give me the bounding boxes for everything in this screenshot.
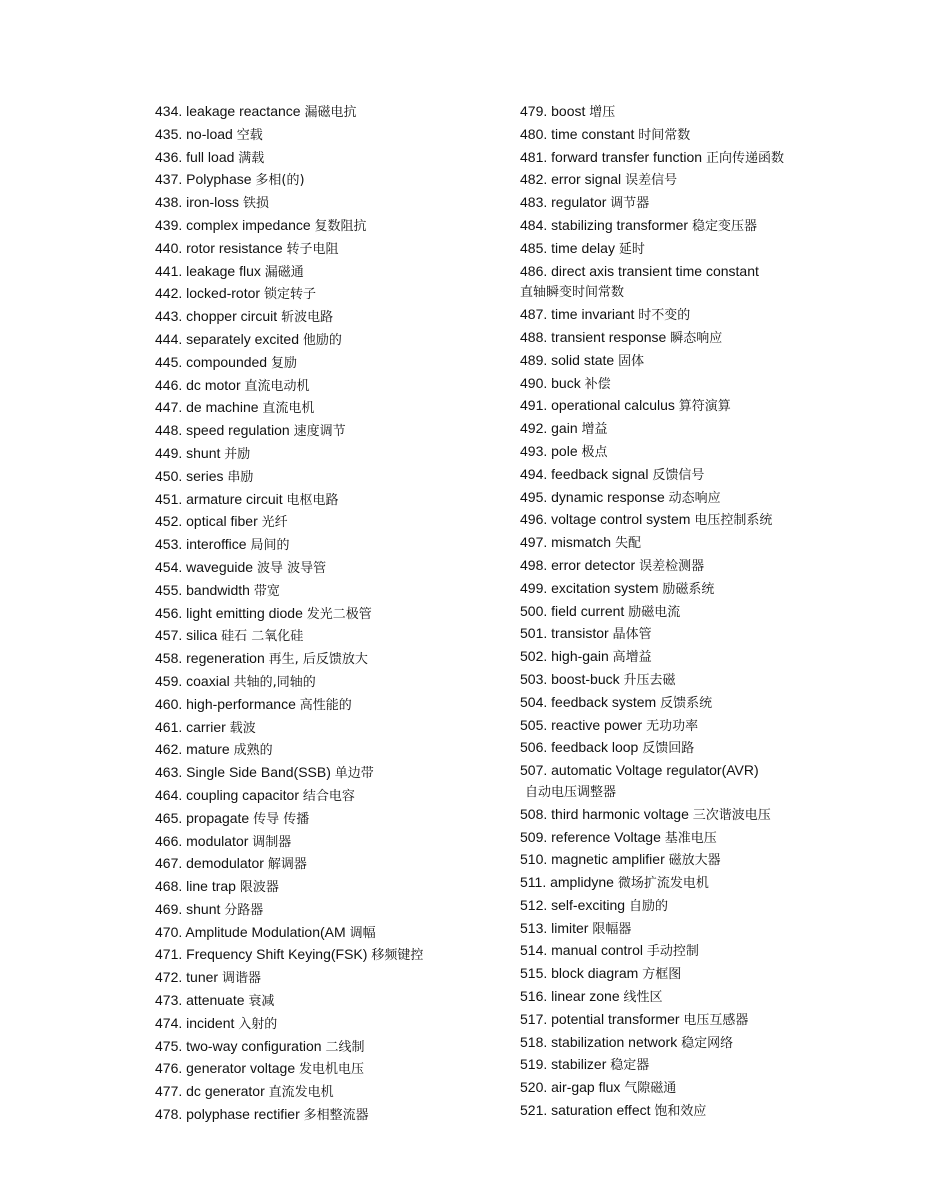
term-chinese: 共轴的,同轴的	[233, 674, 316, 690]
term-chinese: 漏磁电抗	[304, 105, 357, 120]
term-chinese: 复励	[270, 355, 297, 371]
term-english: 445. compounded	[155, 353, 268, 370]
glossary-entry	[155, 967, 505, 990]
term-chinese: 调幅	[349, 925, 376, 941]
glossary-right-column	[520, 101, 850, 1123]
glossary-entry	[155, 876, 505, 899]
glossary-entry	[520, 487, 850, 510]
term-english: 460. high-performance	[155, 695, 296, 712]
term-chinese: 稳定网络	[681, 1035, 734, 1051]
term-english: 483. regulator	[520, 194, 607, 211]
glossary-entry	[520, 986, 850, 1009]
term-chinese: 满载	[238, 150, 265, 166]
term-english: 487. time invariant	[520, 306, 635, 323]
term-english: 476. generator voltage	[155, 1060, 296, 1077]
term-english: 505. reactive power	[520, 716, 643, 733]
glossary-entry	[155, 147, 505, 170]
glossary-entry	[520, 895, 850, 918]
term-english: 510. magnetic amplifier	[520, 851, 665, 868]
term-chinese: 时不变的	[638, 308, 691, 324]
term-english: 495. dynamic response	[520, 488, 665, 505]
term-chinese: 调节器	[610, 196, 650, 212]
term-chinese: 反馈系统	[660, 695, 713, 711]
term-english: 439. complex impedance	[155, 216, 311, 233]
glossary-entry	[520, 555, 850, 578]
term-chinese: 磁放大器	[668, 853, 721, 869]
term-english: 443. chopper circuit	[155, 308, 278, 325]
glossary-entry	[520, 804, 850, 827]
glossary-entry	[520, 261, 850, 305]
term-chinese-continuation: 自动电压调整器	[525, 784, 617, 800]
term-chinese: 直流电机	[262, 401, 315, 417]
term-chinese: 硅石 二氧化硅	[221, 629, 304, 645]
term-english: 444. separately excited	[155, 330, 299, 347]
term-chinese: 漏磁通	[264, 264, 304, 280]
term-chinese: 补偿	[584, 376, 611, 392]
term-chinese: 无功功率	[646, 718, 699, 734]
term-chinese: 入射的	[238, 1016, 278, 1032]
glossary-entry	[155, 1104, 505, 1127]
term-english: 449. shunt	[155, 444, 221, 461]
glossary-entry	[155, 352, 505, 375]
term-chinese: 再生, 后反馈放大	[268, 652, 368, 668]
term-chinese: 带宽	[253, 583, 280, 599]
term-chinese: 手动控制	[646, 944, 699, 960]
term-english: 496. voltage control system	[520, 511, 691, 528]
glossary-entry	[520, 350, 850, 373]
glossary-entry	[155, 489, 505, 512]
term-english: 457. silica	[155, 627, 218, 644]
term-english: 488. transient response	[520, 328, 667, 345]
term-english: 465. propagate	[155, 809, 250, 826]
term-english: 494. feedback signal	[520, 465, 649, 482]
term-english: 506. feedback loop	[520, 739, 639, 756]
term-chinese: 空载	[236, 127, 263, 143]
term-english: 478. polyphase rectifier	[155, 1106, 300, 1123]
glossary-entry	[520, 918, 850, 941]
term-chinese: 多相整流器	[303, 1108, 369, 1124]
term-english: 464. coupling capacitor	[155, 786, 299, 803]
glossary-entry	[520, 760, 850, 804]
glossary-entry	[155, 603, 505, 626]
term-chinese: 增压	[589, 105, 616, 120]
term-english: 475. two-way configuration	[155, 1037, 322, 1054]
glossary-entry	[520, 646, 850, 669]
glossary-entry	[155, 397, 505, 420]
term-chinese: 成熟的	[233, 743, 273, 759]
term-chinese: 调制器	[252, 834, 292, 850]
term-english: 513. limiter	[520, 919, 589, 936]
term-chinese: 载波	[229, 720, 256, 736]
term-chinese: 铁损	[242, 196, 269, 212]
glossary-entry	[155, 831, 505, 854]
term-english: 501. transistor	[520, 625, 609, 642]
term-english: 441. leakage flux	[155, 262, 261, 279]
glossary-entry	[520, 715, 850, 738]
term-chinese: 直流发电机	[268, 1085, 334, 1101]
term-english: 450. series	[155, 467, 224, 484]
term-chinese: 时间常数	[638, 127, 691, 143]
glossary-entry	[520, 441, 850, 464]
term-english: 446. dc motor	[155, 376, 241, 393]
term-english: 448. speed regulation	[155, 422, 290, 439]
term-chinese: 高增益	[612, 650, 652, 666]
glossary-entry	[155, 329, 505, 352]
glossary-entry	[155, 169, 505, 192]
glossary-entry	[155, 192, 505, 215]
term-english: 482. error signal	[520, 171, 622, 188]
term-chinese: 锁定转子	[263, 287, 316, 303]
term-chinese: 限波器	[239, 880, 279, 896]
term-chinese: 极点	[581, 444, 608, 460]
term-english: 471. Frequency Shift Keying(FSK)	[155, 946, 368, 963]
term-english: 479. boost	[520, 103, 586, 119]
term-chinese: 串励	[227, 469, 254, 485]
term-english: 469. shunt	[155, 900, 221, 917]
term-english: 436. full load	[155, 148, 235, 165]
term-chinese: 结合电容	[302, 788, 355, 804]
glossary-entry	[155, 762, 505, 785]
glossary-entry	[520, 373, 850, 396]
term-english: 447. de machine	[155, 399, 259, 416]
glossary-entry	[520, 692, 850, 715]
glossary-entry	[155, 671, 505, 694]
glossary-entry	[155, 283, 505, 306]
term-english: 511. amplidyne	[520, 874, 614, 891]
glossary-entry	[155, 443, 505, 466]
term-english: 502. high-gain	[520, 648, 609, 665]
term-english: 437. Polyphase	[155, 171, 252, 188]
term-english: 492. gain	[520, 420, 578, 437]
term-chinese: 电枢电路	[286, 492, 339, 508]
glossary-entry	[155, 1013, 505, 1036]
term-english: 518. stabilization network	[520, 1033, 678, 1050]
glossary-entry	[155, 420, 505, 443]
term-chinese: 移频键控	[371, 948, 424, 964]
glossary-entry	[520, 623, 850, 646]
term-english: 504. feedback system	[520, 693, 657, 710]
glossary-entry	[155, 101, 505, 124]
glossary-entry	[520, 669, 850, 692]
term-english: 516. linear zone	[520, 988, 620, 1005]
term-chinese: 局间的	[250, 538, 290, 554]
term-chinese: 单边带	[334, 766, 374, 782]
term-english: 454. waveguide	[155, 558, 254, 575]
term-english: 434. leakage reactance	[155, 103, 301, 119]
glossary-entry	[520, 395, 850, 418]
term-chinese: 衰减	[248, 994, 275, 1010]
term-english: 452. optical fiber	[155, 513, 258, 530]
term-english: 500. field current	[520, 602, 625, 619]
glossary-entry	[520, 872, 850, 895]
glossary-entry	[155, 466, 505, 489]
glossary-entry	[520, 940, 850, 963]
term-chinese: 稳定器	[610, 1058, 650, 1074]
glossary-entry	[520, 509, 850, 532]
glossary-entry	[520, 304, 850, 327]
glossary-entry	[520, 849, 850, 872]
term-chinese: 误差检测器	[639, 558, 705, 574]
term-english: 459. coaxial	[155, 672, 230, 689]
term-english: 481. forward transfer function	[520, 148, 703, 165]
term-chinese: 高性能的	[299, 697, 352, 713]
glossary-entry	[520, 101, 850, 124]
term-english: 463. Single Side Band(SSB)	[155, 764, 331, 781]
glossary-entry	[520, 169, 850, 192]
term-chinese: 励磁电流	[628, 604, 681, 620]
term-chinese: 反馈回路	[642, 741, 695, 757]
term-chinese: 多相(的)	[255, 173, 305, 189]
term-chinese: 二线制	[325, 1039, 365, 1055]
term-chinese: 他励的	[302, 332, 342, 348]
term-english: 451. armature circuit	[155, 490, 283, 507]
term-chinese: 反馈信号	[652, 467, 705, 483]
term-english: 453. interoffice	[155, 536, 247, 553]
term-chinese: 电压控制系统	[694, 513, 773, 529]
glossary-entry	[155, 306, 505, 329]
term-chinese: 失配	[614, 536, 641, 552]
term-english: 462. mature	[155, 741, 230, 758]
term-chinese: 增益	[581, 422, 608, 438]
term-english: 503. boost-buck	[520, 670, 620, 687]
glossary-entry	[520, 238, 850, 261]
term-chinese: 晶体管	[612, 627, 652, 643]
glossary-entry	[155, 625, 505, 648]
term-english: 490. buck	[520, 374, 581, 391]
term-chinese-continuation: 直轴瞬变时间常数	[520, 285, 625, 301]
term-english: 480. time constant	[520, 125, 635, 142]
term-chinese: 瞬态响应	[670, 330, 723, 346]
term-english: 473. attenuate	[155, 992, 245, 1009]
term-chinese: 电压互感器	[683, 1012, 749, 1028]
term-chinese: 升压去磁	[623, 672, 676, 688]
term-chinese: 直流电动机	[244, 378, 310, 394]
term-english: 477. dc generator	[155, 1083, 265, 1100]
glossary-entry	[520, 192, 850, 215]
term-english: 519. stabilizer	[520, 1056, 607, 1073]
glossary-entry	[520, 1009, 850, 1032]
term-english: 517. potential transformer	[520, 1010, 680, 1027]
glossary-entry	[155, 739, 505, 762]
term-chinese: 线性区	[623, 990, 663, 1006]
term-chinese: 分路器	[224, 902, 264, 918]
glossary-entry	[155, 261, 505, 284]
glossary-left-column	[155, 101, 505, 1127]
glossary-entry	[520, 327, 850, 350]
glossary-entry	[155, 511, 505, 534]
term-chinese: 三次谐波电压	[692, 807, 771, 823]
term-english: 468. line trap	[155, 878, 236, 895]
glossary-entry	[155, 785, 505, 808]
term-english: 467. demodulator	[155, 855, 264, 872]
glossary-entry	[520, 464, 850, 487]
term-english: 470. Amplitude Modulation(AM	[155, 923, 346, 940]
term-english: 484. stabilizing transformer	[520, 216, 689, 233]
glossary-entry	[520, 215, 850, 238]
glossary-entry	[155, 215, 505, 238]
glossary-entry	[520, 963, 850, 986]
glossary-entry	[155, 238, 505, 261]
term-chinese: 稳定变压器	[691, 218, 757, 234]
term-english: 474. incident	[155, 1014, 235, 1031]
term-english: 491. operational calculus	[520, 397, 675, 414]
term-english: 520. air-gap flux	[520, 1079, 621, 1096]
term-english: 499. excitation system	[520, 579, 659, 596]
term-english: 440. rotor resistance	[155, 239, 283, 256]
term-chinese: 励磁系统	[662, 581, 715, 597]
term-english: 435. no-load	[155, 125, 233, 142]
term-english: 486. direct axis transient time constant	[520, 262, 759, 279]
term-chinese: 并励	[224, 446, 251, 462]
glossary-entry	[155, 899, 505, 922]
glossary-entry	[520, 124, 850, 147]
glossary-entry	[520, 1032, 850, 1055]
term-chinese: 方框图	[642, 967, 682, 983]
term-english: 493. pole	[520, 442, 578, 459]
term-english: 485. time delay	[520, 239, 615, 256]
glossary-entry	[155, 557, 505, 580]
glossary-entry	[155, 1036, 505, 1059]
term-english: 455. bandwidth	[155, 581, 250, 598]
term-chinese: 光纤	[261, 515, 288, 531]
term-chinese: 发电机电压	[299, 1062, 365, 1078]
glossary-entry	[520, 737, 850, 760]
glossary-entry	[155, 922, 505, 945]
term-chinese: 传导 传播	[253, 811, 310, 827]
term-chinese: 微场扩流发电机	[617, 876, 709, 892]
term-chinese: 限幅器	[592, 921, 632, 937]
glossary-entry	[155, 853, 505, 876]
glossary-entry	[520, 827, 850, 850]
term-english: 512. self-exciting	[520, 896, 626, 913]
term-chinese: 误差信号	[625, 173, 678, 189]
glossary-entry	[155, 694, 505, 717]
term-chinese: 动态响应	[668, 490, 721, 506]
glossary-entry	[520, 1077, 850, 1100]
term-chinese: 基准电压	[664, 830, 717, 846]
term-chinese: 饱和效应	[654, 1104, 707, 1120]
term-english: 508. third harmonic voltage	[520, 805, 689, 822]
glossary-entry	[520, 578, 850, 601]
term-chinese: 斩波电路	[281, 310, 334, 326]
term-chinese: 调谐器	[221, 971, 261, 987]
term-english: 489. solid state	[520, 351, 615, 368]
term-chinese: 复数阻抗	[314, 218, 367, 234]
glossary-entry	[155, 1081, 505, 1104]
glossary-entry	[155, 1058, 505, 1081]
term-chinese: 解调器	[267, 857, 307, 873]
term-chinese: 发光二极管	[306, 606, 372, 622]
glossary-entry	[155, 534, 505, 557]
glossary-entry	[520, 1054, 850, 1077]
glossary-entry	[155, 717, 505, 740]
term-english: 442. locked-rotor	[155, 285, 261, 302]
term-english: 456. light emitting diode	[155, 604, 303, 621]
term-english: 515. block diagram	[520, 965, 639, 982]
glossary-entry	[520, 601, 850, 624]
glossary-entry	[155, 375, 505, 398]
term-chinese: 波导 波导管	[256, 560, 327, 576]
term-english: 438. iron-loss	[155, 194, 240, 211]
term-english: 461. carrier	[155, 718, 226, 735]
term-chinese: 延时	[618, 241, 645, 257]
term-english: 466. modulator	[155, 832, 249, 849]
glossary-entry	[155, 944, 505, 967]
glossary-entry	[155, 808, 505, 831]
glossary-entry	[155, 124, 505, 147]
term-english: 521. saturation effect	[520, 1102, 651, 1119]
term-chinese: 自励的	[628, 898, 668, 914]
term-chinese: 固体	[618, 353, 645, 369]
term-english: 498. error detector	[520, 556, 636, 573]
term-english: 472. tuner	[155, 969, 219, 986]
term-english: 509. reference Voltage	[520, 828, 661, 845]
term-chinese: 正向传递函数	[706, 150, 785, 166]
term-chinese: 算符演算	[678, 399, 731, 415]
glossary-entry	[155, 580, 505, 603]
glossary-entry	[520, 1100, 850, 1123]
term-chinese: 速度调节	[293, 424, 346, 440]
term-english: 458. regeneration	[155, 650, 265, 667]
term-english: 507. automatic Voltage regulator(AVR)	[520, 762, 759, 779]
glossary-entry	[520, 147, 850, 170]
glossary-entry	[520, 418, 850, 441]
term-chinese: 转子电阻	[286, 241, 339, 257]
term-english: 497. mismatch	[520, 534, 612, 551]
glossary-entry	[155, 990, 505, 1013]
term-english: 514. manual control	[520, 942, 643, 959]
glossary-entry	[155, 648, 505, 671]
term-chinese: 气隙磁通	[624, 1081, 677, 1097]
glossary-entry	[520, 532, 850, 555]
